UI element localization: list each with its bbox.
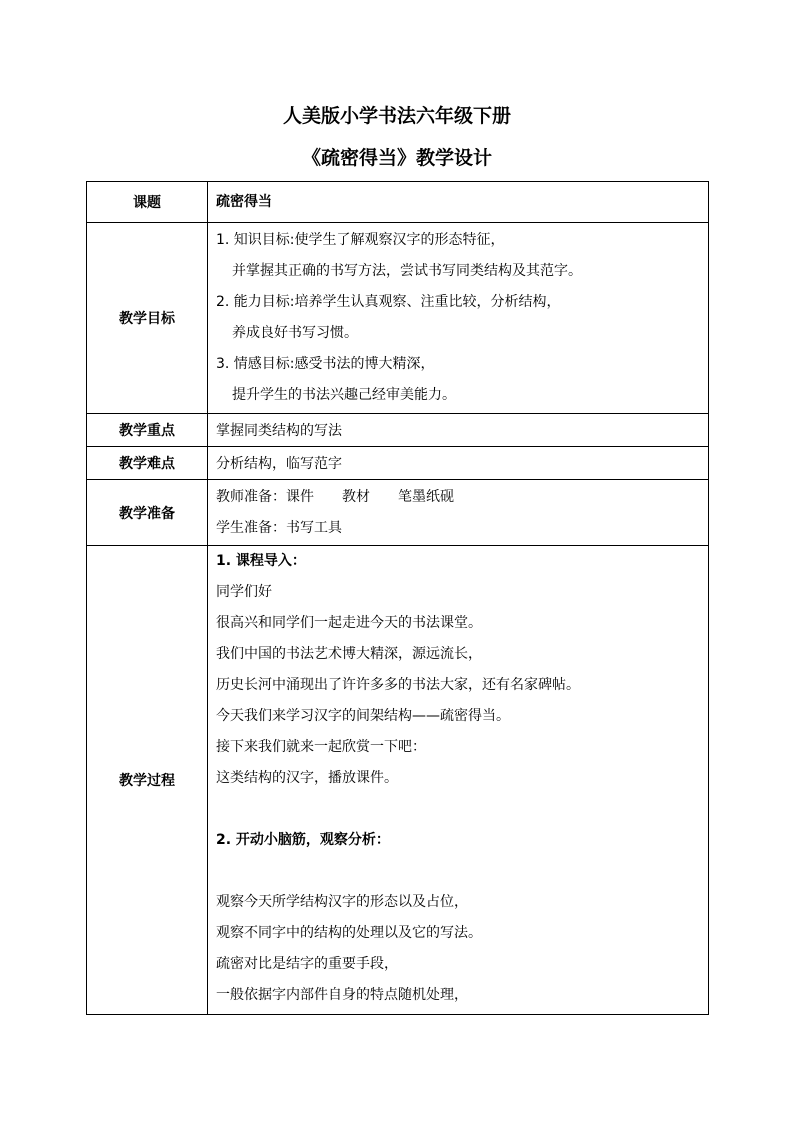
lesson-plan-table (86, 181, 709, 1015)
document-subtitle: 《疏密得当》教学设计 (301, 147, 492, 169)
value-process (208, 546, 709, 1015)
process-section-title: 2. 开动小脑筋，观察分析： (216, 832, 390, 848)
objective-line: 3. 情感目标:感受书法的博大精深， (216, 356, 435, 372)
objective-line: 养成良好书写习惯。 (232, 325, 358, 341)
row-preparation (87, 480, 709, 546)
blank-line (216, 794, 702, 825)
value-difficulties: 分析结构，临写范字 (208, 447, 709, 480)
objective-line: 并掌握其正确的书写方法，尝试书写同类结构及其范字。 (232, 263, 582, 279)
process-line: 一般依据字内部件自身的特点随机处理， (216, 987, 468, 1003)
document-title: 人美版小学书法六年级下册 (282, 105, 511, 127)
label-objectives: 教学目标 (87, 223, 208, 414)
value-preparation (208, 480, 709, 546)
row-objectives (87, 223, 709, 414)
process-line: 观察不同字中的结构的处理以及它的写法。 (216, 925, 482, 941)
topic-text: 疏密得当 (216, 194, 272, 210)
label-topic: 课题 (87, 182, 208, 223)
label-key-points: 教学重点 (87, 414, 208, 447)
value-topic (208, 182, 709, 223)
process-line: 很高兴和同学们一起走进今天的书法课堂。 (216, 615, 482, 631)
blank-line (216, 856, 702, 887)
label-process: 教学过程 (87, 546, 208, 1015)
objective-line: 提升学生的书法兴趣己经审美能力。 (232, 387, 456, 403)
label-difficulties: 教学难点 (87, 447, 208, 480)
process-line: 接下来我们就来一起欣赏一下吧： (216, 739, 426, 755)
row-topic (87, 182, 709, 223)
label-preparation: 教学准备 (87, 480, 208, 546)
value-key-points: 掌握同类结构的写法 (208, 414, 709, 447)
process-section-title: 1. 课程导入： (216, 553, 306, 569)
row-difficulties (87, 447, 709, 480)
process-line: 历史长河中涌现出了许许多多的书法大家，还有名家碑帖。 (216, 677, 580, 693)
student-preparation: 学生准备：书写工具 (216, 519, 342, 536)
process-line: 疏密对比是结字的重要手段， (216, 956, 398, 972)
objective-line: 1. 知识目标:使学生了解观察汉字的形态特征， (216, 232, 505, 248)
value-objectives (208, 223, 709, 414)
objective-line: 2. 能力目标:培养学生认真观察、注重比较，分析结构， (216, 294, 561, 310)
process-line: 同学们好 (216, 584, 272, 600)
process-line: 今天我们来学习汉字的间架结构——疏密得当。 (216, 708, 510, 724)
process-line: 这类结构的汉字，播放课件。 (216, 770, 398, 786)
process-line: 我们中国的书法艺术博大精深，源远流长， (216, 646, 482, 662)
process-line: 观察今天所学结构汉字的形态以及占位， (216, 894, 468, 910)
row-process (87, 546, 709, 1015)
teacher-preparation: 教师准备：课件 教材 笔墨纸砚 (216, 488, 454, 505)
row-key-points (87, 414, 709, 447)
